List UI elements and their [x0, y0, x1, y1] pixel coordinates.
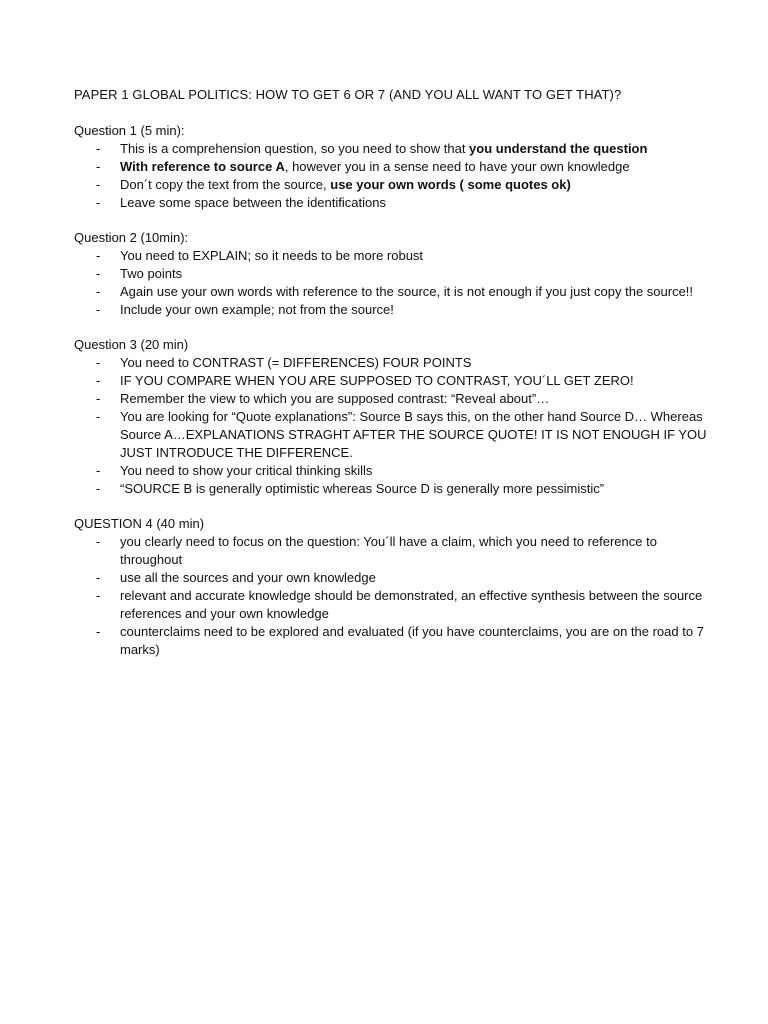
section-heading: Question 2 (10min): — [74, 230, 189, 245]
item-text: You need to show your critical thinking skills — [120, 463, 373, 478]
document-page — [74, 86, 714, 676]
item-text: This is a comprehension question, so you need to show that — [120, 141, 470, 156]
list-item — [74, 265, 714, 283]
item-text: Leave some space between the identifications — [120, 195, 386, 210]
item-text: relevant and accurate knowledge should be demonstrated, an effective synthesis between the source references and your own knowledge — [120, 588, 703, 621]
dash-bullet: - — [96, 195, 101, 210]
bullet-list — [74, 140, 714, 212]
dash-bullet: - — [96, 177, 101, 192]
list-item — [74, 176, 714, 194]
item-text-bold: you understand the question — [469, 141, 648, 156]
item-text-bold: use your own words ( some quotes ok) — [330, 177, 571, 192]
dash-bullet: - — [96, 141, 101, 156]
section-question-1 — [74, 122, 714, 212]
list-item — [74, 194, 714, 212]
section-question-4 — [74, 515, 714, 659]
bullet-list — [74, 247, 714, 319]
list-item — [74, 569, 714, 587]
list-item — [74, 354, 714, 372]
list-item — [74, 462, 714, 480]
dash-bullet: - — [96, 355, 101, 370]
dash-bullet: - — [96, 373, 101, 388]
list-item — [74, 247, 714, 265]
section-heading: Question 3 (20 min) — [74, 337, 189, 352]
item-text: IF YOU COMPARE WHEN YOU ARE SUPPOSED TO CONTRAST, YOU´LL GET ZERO! — [120, 373, 634, 388]
document-title: PAPER 1 GLOBAL POLITICS: HOW TO GET 6 OR 7 (AND YOU ALL WANT TO GET THAT)? — [74, 87, 622, 102]
item-text: “SOURCE B is generally optimistic whereas Source D is generally more pessimistic” — [120, 481, 605, 496]
item-text: You are looking for “Quote explanations”: Source B says this, on the other hand Source D… Whereas Source A…EXPLANATIONS STRAGHT AFTER THE SOURCE QUOTE! IT IS NOT ENOUGH IF YOU JUST INTRODUCE THE DIFFERENCE. — [120, 409, 707, 460]
list-item — [74, 408, 714, 462]
item-text: You need to CONTRAST (= DIFFERENCES) FOUR POINTS — [120, 355, 472, 370]
list-item — [74, 301, 714, 319]
dash-bullet: - — [96, 391, 101, 406]
section-heading: QUESTION 4 (40 min) — [74, 516, 205, 531]
dash-bullet: - — [96, 284, 101, 299]
list-item — [74, 623, 714, 659]
section-heading: Question 1 (5 min): — [74, 123, 185, 138]
section-question-3 — [74, 336, 714, 498]
list-item — [74, 480, 714, 498]
item-text: Two points — [120, 266, 183, 281]
dash-bullet: - — [96, 624, 101, 639]
list-item — [74, 158, 714, 176]
item-text: , however you in a sense need to have your own knowledge — [284, 159, 630, 174]
list-item — [74, 283, 714, 301]
bullet-list — [74, 533, 714, 659]
dash-bullet: - — [96, 463, 101, 478]
list-item — [74, 533, 714, 569]
list-item — [74, 587, 714, 623]
dash-bullet: - — [96, 266, 101, 281]
item-text: You need to EXPLAIN; so it needs to be more robust — [120, 248, 424, 263]
item-text: Again use your own words with reference to the source, it is not enough if you just copy the source!! — [120, 284, 694, 299]
item-text: Remember the view to which you are supposed contrast: “Reveal about”… — [120, 391, 550, 406]
item-text-bold: With reference to source A — [120, 159, 285, 174]
item-text: Don´t copy the text from the source, — [120, 177, 331, 192]
item-text: Include your own example; not from the source! — [120, 302, 394, 317]
list-item — [74, 140, 714, 158]
dash-bullet: - — [96, 481, 101, 496]
item-text: counterclaims need to be explored and evaluated (if you have counterclaims, you are on the road to 7 marks) — [120, 624, 704, 657]
list-item — [74, 390, 714, 408]
dash-bullet: - — [96, 570, 101, 585]
item-text: use all the sources and your own knowledge — [120, 570, 376, 585]
dash-bullet: - — [96, 409, 101, 424]
item-text: you clearly need to focus on the question: You´ll have a claim, which you need to reference to throughout — [120, 534, 657, 567]
dash-bullet: - — [96, 534, 101, 549]
dash-bullet: - — [96, 302, 101, 317]
dash-bullet: - — [96, 248, 101, 263]
bullet-list — [74, 354, 714, 498]
section-question-2 — [74, 229, 714, 319]
dash-bullet: - — [96, 159, 101, 174]
list-item — [74, 372, 714, 390]
dash-bullet: - — [96, 588, 101, 603]
